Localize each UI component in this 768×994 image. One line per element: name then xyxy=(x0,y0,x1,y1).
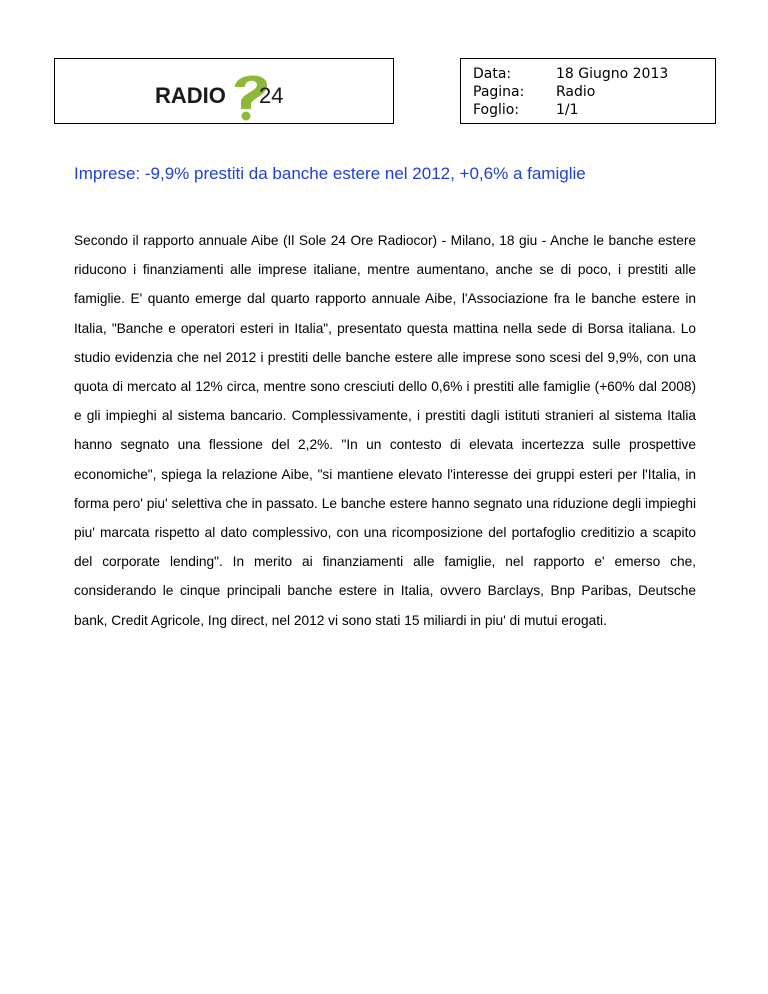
meta-row-foglio xyxy=(461,101,715,119)
meta-row-pagina xyxy=(461,83,715,101)
article-body: Secondo il rapporto annuale Aibe (Il Sole 24 Ore Radiocor) - Milano, 18 giu - Anche le banche estere riducono i finanziamenti alle imprese italiane, mentre aumentano, anche se di poco, i prestiti alle famiglie. E' quanto emerge dal quarto rapporto annuale Aibe, l'Associazione fra le banche estere in Italia, "Banche e operatori esteri in Italia", presentato questa mattina nella sede di Borsa italiana. Lo studio evidenzia che nel 2012 i prestiti delle banche estere alle imprese sono scesi del 9,9%, con una quota di mercato al 12% circa, mentre sono cresciuti dello 0,6% i prestiti alle famiglie (+60% dal 2008) e gli impieghi al sistema bancario. Complessivamente, i prestiti dagli istituti stranieri al sistema Italia hanno segnato una flessione del 2,2%. "In un contesto di elevata incertezza sulle prospettive economiche", spiega la relazione Aibe, "si mantiene elevato l'interesse dei gruppi esteri per l'Italia, in forma pero' piu' selettiva che in passato. Le banche estere hanno segnato una riduzione degli impieghi piu' marcata rispetto al dato complessivo, con una ricomposizione del portafoglio creditizio a scapito del corporate lending". In merito ai finanziamenti alle famiglie, nel rapporto e' emerso che, considerando le cinque principali banche estere in Italia, ovvero Barclays, Bnp Paribas, Deutsche bank, Credit Agricole, Ing direct, nel 2012 vi sono stati 15 miliardi in piu' di mutui erogati. xyxy=(74,233,696,628)
meta-label: Foglio: xyxy=(473,102,520,118)
radio24-logo xyxy=(155,65,295,121)
meta-row-data xyxy=(461,65,715,83)
meta-value-date: 18 Giugno 2013 xyxy=(556,66,669,82)
logo-text-24: 24 xyxy=(259,83,284,108)
meta-label: Pagina: xyxy=(473,84,525,100)
meta-value-page: Radio xyxy=(556,84,596,100)
meta-box xyxy=(460,58,716,124)
article-headline: Imprese: -9,9% prestiti da banche estere nel 2012, +0,6% a famiglie xyxy=(74,164,586,183)
meta-value-sheet: 1/1 xyxy=(556,102,579,118)
logo-box xyxy=(54,58,394,124)
logo-text-radio: RADIO xyxy=(155,83,226,108)
meta-label: Data: xyxy=(473,66,512,82)
